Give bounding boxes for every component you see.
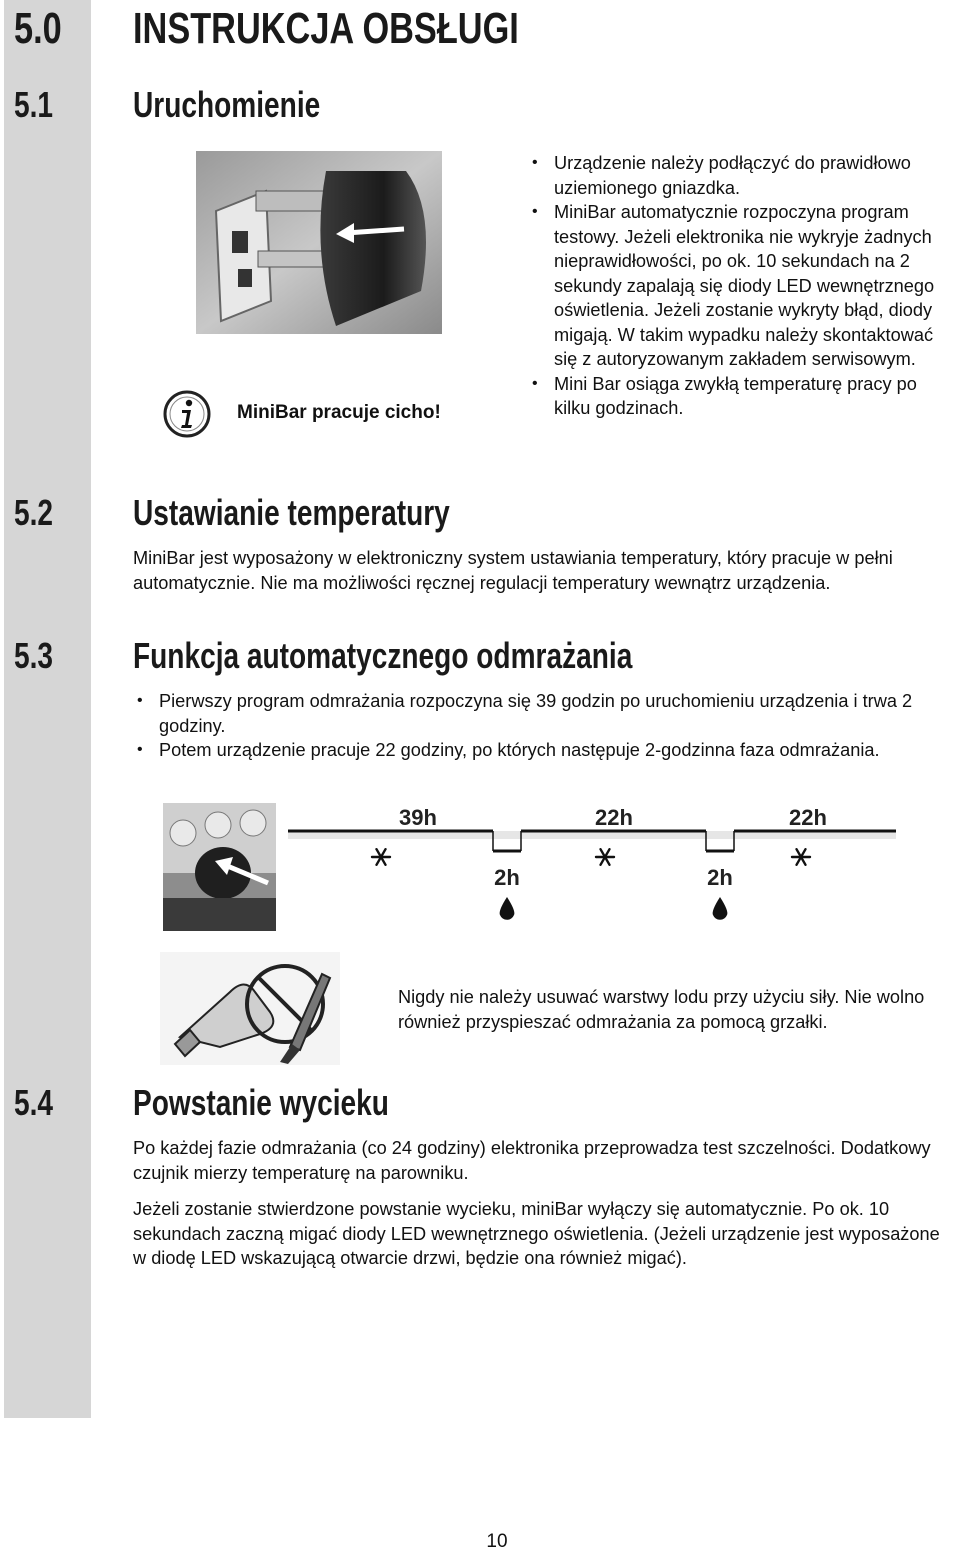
defrost-label-2: 2h <box>707 865 733 890</box>
temperature-paragraph: MiniBar jest wyposażony w elektroniczny system ustawiania temperatury, który pracuje w pełni automatycznie. Nie ma możliwości ręcznej regulacji temperatury wewnątrz urządzenia. <box>133 548 893 593</box>
run-label-2: 22h <box>595 805 633 830</box>
section-number-5-1: 5.1 <box>14 84 54 125</box>
water-drop-icon <box>713 897 728 920</box>
startup-bullet-list <box>528 151 953 421</box>
margin-bar <box>4 0 91 1418</box>
section-title-5-3: Funkcja automatycznego odmrażania <box>133 635 633 676</box>
list-item: • Pierwszy program odmrażania rozpoczyna się 39 godzin po uruchomieniu urządzenia i trwa 2 godziny. <box>133 689 955 738</box>
defrost-label-1: 2h <box>494 865 520 890</box>
leak-paragraph-1: Po każdej fazie odmrażania (co 24 godziny) elektronika przeprowadza test szczelności. Dodatkowy czujnik mierzy temperaturę na parowniku. <box>133 1138 931 1183</box>
section-number-5-2: 5.2 <box>14 492 54 533</box>
quiet-note: MiniBar pracuje cicho! <box>237 402 441 423</box>
section-number-5-4: 5.4 <box>14 1082 54 1123</box>
list-item: • MiniBar automatycznie rozpoczyna program testowy. Jeżeli elektronika nie wykryje żadnych nieprawidłowości, po ok. 10 sekundach na 2 sekundy zapalają się diody LED wewnętrznego oświetlenia. Jeżeli zostanie wykryty błąd, diody migają. W takim wypadku należy skontaktować się z autoryzowanym zakładem serwisowym. <box>528 200 953 372</box>
socket-plug-photo <box>163 803 276 931</box>
section-title-5-4: Powstanie wycieku <box>133 1082 389 1123</box>
list-item: • Mini Bar osiąga zwykłą temperaturę pracy po kilku godzinach. <box>528 372 953 421</box>
section-number-5-3: 5.3 <box>14 635 54 676</box>
snowflake-icon <box>596 849 614 865</box>
info-icon <box>163 390 211 438</box>
list-item: • Potem urządzenie pracuje 22 godziny, po których następuje 2-godzinna faza odmrażania. <box>133 738 955 763</box>
section-number-5-0: 5.0 <box>14 4 62 53</box>
list-item: • Urządzenie należy podłączyć do prawidłowo uziemionego gniazdka. <box>528 151 953 200</box>
section-title-5-1: Uruchomienie <box>133 84 321 125</box>
snowflake-icon <box>792 849 810 865</box>
defrost-bullet-list <box>133 689 955 763</box>
run-label-3: 22h <box>789 805 827 830</box>
water-drop-icon <box>500 897 515 920</box>
chapter-title: INSTRUKCJA OBSŁUGI <box>133 4 519 53</box>
section-title-5-2: Ustawianie temperatury <box>133 492 450 533</box>
snowflake-icon <box>372 849 390 865</box>
leak-paragraph-2: Jeżeli zostanie stwierdzone powstanie wycieku, miniBar wyłączy się automatycznie. Po ok. 10 sekundach zaczną migać diody LED wewnętrznego oświetlenia. (Jeżeli urządzenie jest wyposażone w diodę LED wskazującą otwarcie drzwi, będzie ona również migać). <box>133 1199 940 1268</box>
page-number: 10 <box>486 1531 508 1552</box>
no-sharp-tool-icon <box>160 952 340 1065</box>
defrost-timeline-diagram <box>288 803 896 931</box>
run-label-1: 39h <box>399 805 437 830</box>
plug-socket-photo <box>196 151 442 334</box>
defrost-warning-text: Nigdy nie należy usuwać warstwy lodu przy użyciu siły. Nie wolno również przyspieszać odmrażania za pomocą grzałki. <box>398 987 925 1032</box>
